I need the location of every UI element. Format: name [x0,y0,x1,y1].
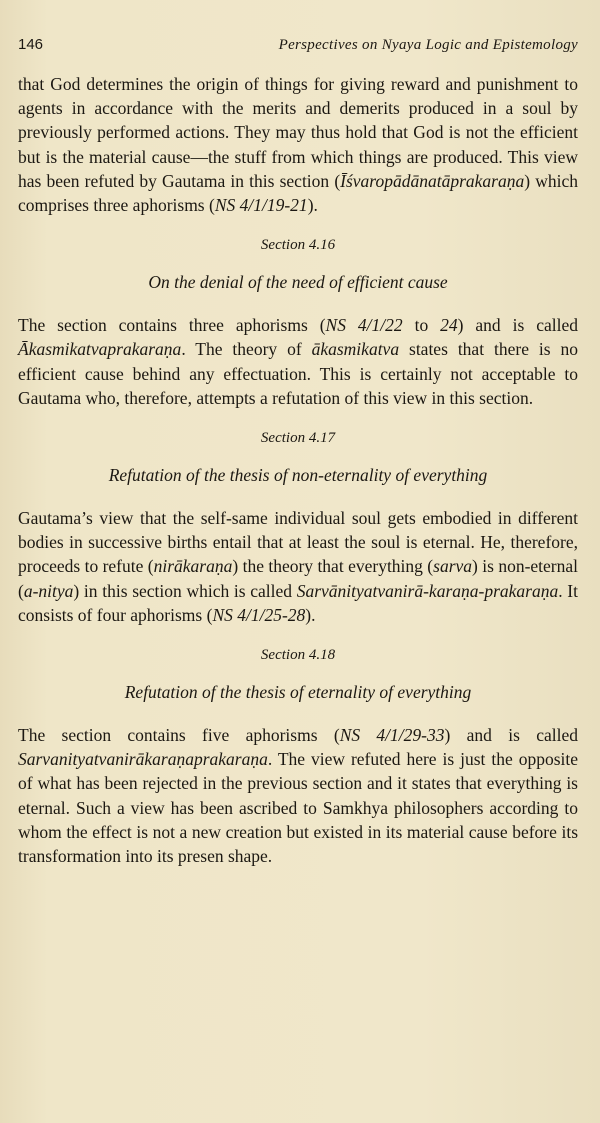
citation: NS 4/1/19-21 [214,195,308,216]
running-head [18,36,578,54]
text-run: ). [305,604,316,625]
sanskrit-term: nirākaraṇa [153,556,233,577]
paragraph-intro [18,72,578,217]
sanskrit-term: a-nitya [23,580,74,601]
text-run: ) in this section which is called [73,580,297,601]
sanskrit-term: Sarvānityatvanirā-karaṇa-prakaraṇa [296,580,559,601]
text-run: . The view refuted here is just the opposite of what has been rejected in the previous section and it states that everything is eternal. Such a view has been ascribed to Samkhya philosophers according to whom the effect is not a new creation but existed in its material cause before its transformation into its presen shape. [18,749,578,867]
text-run: ) is non-eternal ( [18,556,578,601]
citation: NS 4/1/29-33 [339,725,445,746]
page-number: 146 [18,36,44,53]
sanskrit-term: Sarvanityatvanirākaraṇaprakaraṇa [18,749,268,770]
running-title: Perspectives on Nyaya Logic and Epistemology [278,37,578,53]
paragraph-section-4-16 [18,313,578,410]
text-run: to [402,315,441,336]
citation: NS 4/1/22 [325,315,403,336]
section-title: Refutation of the thesis of non-eternality of everything [108,465,488,486]
citation: NS 4/1/25-28 [212,604,306,625]
sanskrit-term: Ākasmikatvaprakaraṇa [18,339,182,360]
sanskrit-term: sarva [433,556,473,577]
text-run: . The theory of [181,339,312,360]
paragraph-section-4-17 [18,506,578,627]
text-run: ). [307,195,318,216]
text-run: . It consists of four aphorisms ( [18,580,578,625]
section-number: Section 4.16 [260,237,336,254]
text-run: The section contains three aphorisms ( [18,315,326,336]
text-run: ) and is called [457,315,579,336]
text-run: The section contains five aphorisms ( [18,725,340,746]
text-run: ) and is called [444,725,578,746]
section-number: Section 4.18 [260,647,336,664]
sanskrit-term: Īśvaropādānatāprakaraṇa [340,170,525,191]
text-run: ) which comprises three aphorisms ( [18,170,578,216]
text-run: states that there is no efficient cause behind any effectuation. This is certainly not acceptable to Gautama who, therefore, attempts a refutation of this view in this section. [18,339,578,408]
text-run: Gautama’s view that the self-same individual soul gets embodied in different bodies in successive births entail that at least the soul is eternal. He, therefore, proceeds to refute ( [18,508,578,577]
section-title: On the denial of the need of efficient cause [148,272,448,293]
paragraph-section-4-18 [18,723,578,868]
section-number: Section 4.17 [260,430,336,447]
citation: 24 [440,315,458,336]
text-run: ) the theory that everything ( [232,556,434,577]
sanskrit-term: ākasmikatva [311,339,400,360]
text-run: that God determines the origin of things for giving reward and punishment to agents in accordance with the merits and demerits produced in a soul by previously performed actions. They may thus hold that God is not the efficient but is the material cause—the stuff from which things are produced. This view has been refuted by Gautama in this section ( [18,74,578,191]
section-title: Refutation of the thesis of eternality of everything [124,682,472,703]
